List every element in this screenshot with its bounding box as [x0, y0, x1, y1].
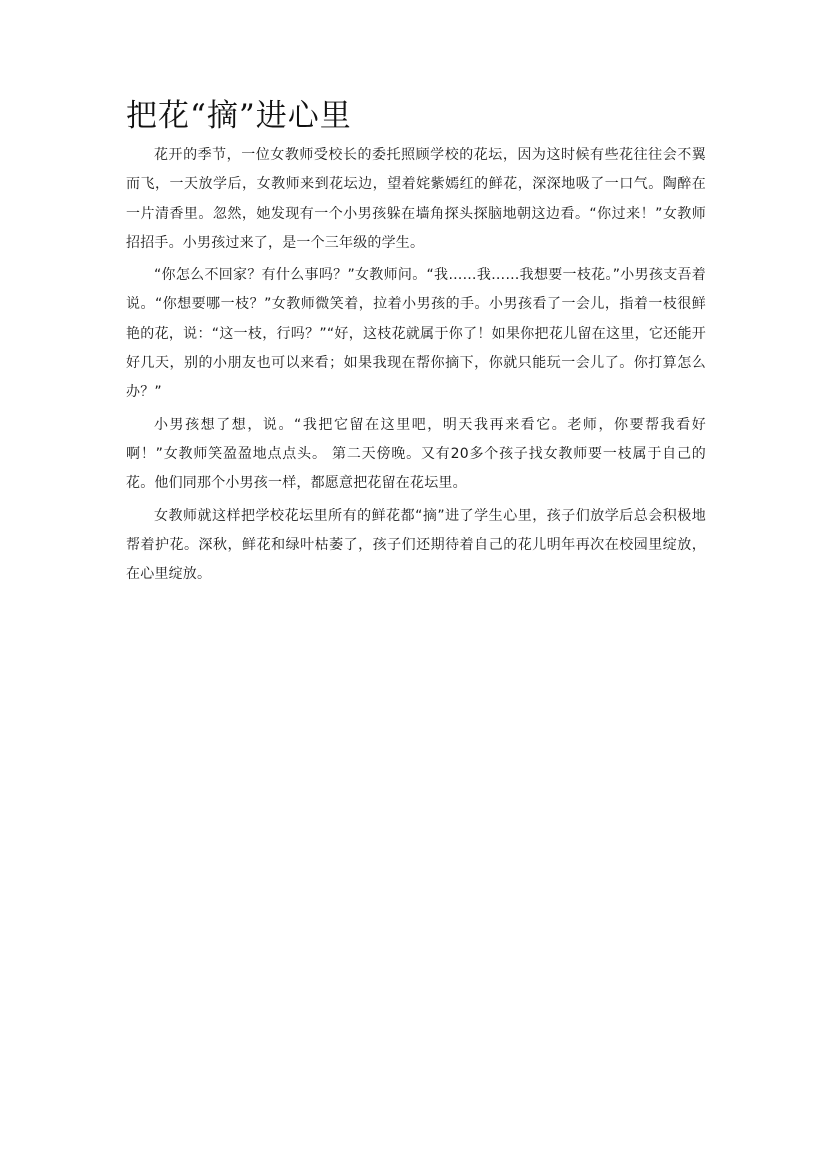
paragraph: 女教师就这样把学校花坛里所有的鲜花都“摘”进了学生心里，孩子们放学后总会积极地帮着护花。深秋，鲜花和绿叶枯萎了，孩子们还期待着自己的花儿明年再次在校园里绽放，在心里绽放。 — [126, 507, 706, 583]
paragraph: “你怎么不回家？有什么事吗？”女教师问。“我……我……我想要一枝花。”小男孩支吾着说。“你想要哪一枝？”女教师微笑着，拉着小男孩的手。小男孩看了一会儿，指着一枝很鲜艳的花，说：“这一枝，行吗？”“好，这枝花就属于你了！如果你把花儿留在这里，它还能开好几天，别的小朋友也可以来看；如果我现在帮你摘下，你就只能玩一会儿了。你打算怎么办？” — [126, 267, 706, 401]
paragraph: 小男孩想了想，说。“我把它留在这里吧，明天我再来看它。老师，你要帮我看好啊！”女教师笑盈盈地点点头。 第二天傍晚。又有20多个孩子找女教师要一枝属于自己的花。他们同那个小男孩一样，都愿意把花留在花坛里。 — [126, 416, 706, 492]
article-title: 把花“摘”进心里 — [126, 98, 352, 134]
article-body — [126, 141, 706, 592]
paragraph: 花开的季节，一位女教师受校长的委托照顾学校的花坛，因为这时候有些花往往会不翼而飞，一天放学后，女教师来到花坛边，望着姹紫嫣红的鲜花，深深地吸了一口气。陶醉在一片清香里。忽然，她发现有一个小男孩躲在墙角探头探脑地朝这边看。“你过来！”女教师招招手。小男孩过来了，是一个三年级的学生。 — [126, 147, 706, 251]
